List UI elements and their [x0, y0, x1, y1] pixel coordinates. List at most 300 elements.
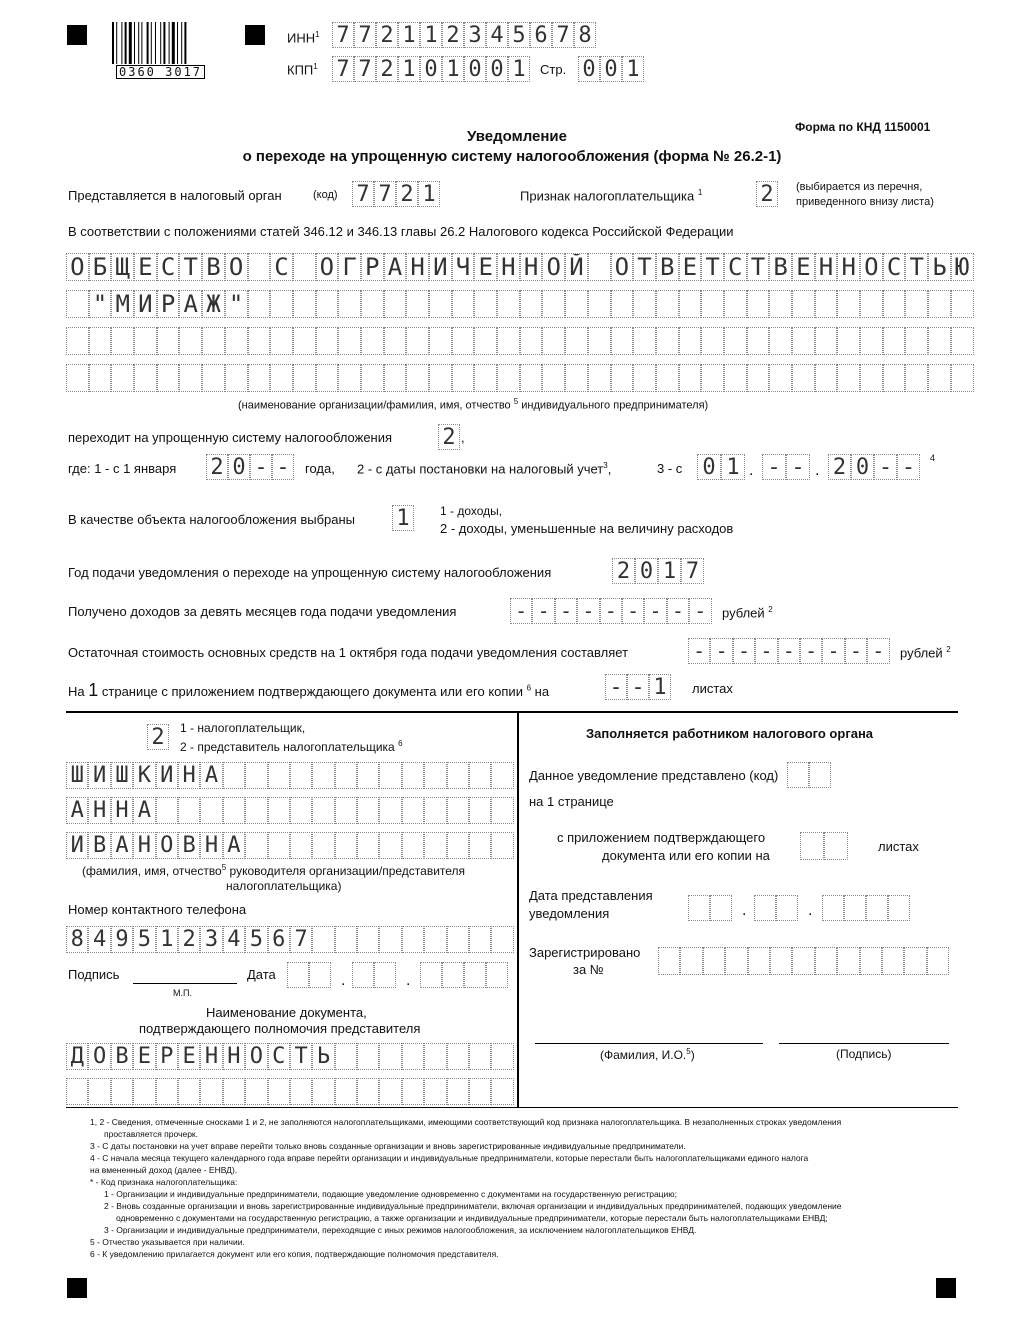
char-cell[interactable]	[379, 797, 401, 824]
char-cell[interactable]: Н	[200, 1043, 222, 1070]
char-cell[interactable]: И	[88, 762, 110, 789]
char-cell[interactable]: 2	[442, 22, 464, 48]
sign-date-day[interactable]	[287, 962, 331, 988]
char-cell[interactable]: -	[755, 638, 777, 664]
char-cell[interactable]: 7	[332, 56, 354, 82]
char-cell[interactable]: А	[179, 290, 202, 318]
char-cell[interactable]: О	[542, 253, 565, 281]
pages-count-field[interactable]	[605, 674, 671, 700]
signer-name-field[interactable]	[66, 797, 514, 824]
char-cell[interactable]: 7	[332, 22, 354, 48]
char-cell[interactable]	[905, 327, 928, 355]
char-cell[interactable]	[245, 1078, 267, 1105]
char-cell[interactable]	[402, 1078, 424, 1105]
char-cell[interactable]	[520, 364, 543, 392]
char-cell[interactable]: С	[270, 253, 293, 281]
char-cell[interactable]: Т	[179, 253, 202, 281]
org-name-row-1[interactable]	[66, 253, 974, 281]
char-cell[interactable]	[837, 327, 860, 355]
char-cell[interactable]	[491, 926, 513, 953]
char-cell[interactable]	[352, 962, 374, 988]
char-cell[interactable]: Н	[223, 1043, 245, 1070]
char-cell[interactable]	[724, 364, 747, 392]
char-cell[interactable]: 7	[374, 181, 396, 207]
char-cell[interactable]: 3	[200, 926, 222, 953]
char-cell[interactable]: Т	[290, 1043, 312, 1070]
char-cell[interactable]: А	[133, 797, 155, 824]
char-cell[interactable]: 7	[290, 926, 312, 953]
char-cell[interactable]: Е	[178, 1043, 200, 1070]
char-cell[interactable]	[384, 290, 407, 318]
char-cell[interactable]	[452, 364, 475, 392]
char-cell[interactable]	[374, 962, 396, 988]
char-cell[interactable]	[747, 364, 770, 392]
char-cell[interactable]	[357, 1043, 379, 1070]
char-cell[interactable]	[335, 1043, 357, 1070]
char-cell[interactable]: Н	[111, 797, 133, 824]
char-cell[interactable]: Щ	[111, 253, 134, 281]
char-cell[interactable]	[223, 797, 245, 824]
doc-name-row-1[interactable]	[66, 1043, 514, 1070]
char-cell[interactable]: -	[822, 638, 844, 664]
char-cell[interactable]	[701, 364, 724, 392]
char-cell[interactable]	[447, 1078, 469, 1105]
char-cell[interactable]: -	[555, 598, 577, 624]
char-cell[interactable]	[491, 1078, 513, 1105]
char-cell[interactable]	[379, 762, 401, 789]
char-cell[interactable]	[809, 762, 831, 788]
char-cell[interactable]: С	[724, 253, 747, 281]
char-cell[interactable]	[565, 364, 588, 392]
char-cell[interactable]	[270, 364, 293, 392]
page-number-field[interactable]	[578, 56, 644, 82]
char-cell[interactable]	[248, 327, 271, 355]
char-cell[interactable]	[429, 290, 452, 318]
char-cell[interactable]	[447, 926, 469, 953]
char-cell[interactable]	[565, 290, 588, 318]
char-cell[interactable]	[316, 327, 339, 355]
char-cell[interactable]	[357, 832, 379, 859]
char-cell[interactable]	[883, 327, 906, 355]
char-cell[interactable]	[402, 797, 424, 824]
char-cell[interactable]: 1	[508, 56, 530, 82]
char-cell[interactable]	[111, 364, 134, 392]
char-cell[interactable]	[424, 1078, 446, 1105]
char-cell[interactable]	[245, 797, 267, 824]
char-cell[interactable]: 1	[442, 56, 464, 82]
char-cell[interactable]	[658, 947, 680, 975]
char-cell[interactable]	[469, 926, 491, 953]
char-cell[interactable]: О	[225, 253, 248, 281]
char-cell[interactable]: А	[111, 832, 133, 859]
char-cell[interactable]: Ю	[951, 253, 974, 281]
char-cell[interactable]: А	[66, 797, 88, 824]
char-cell[interactable]	[633, 290, 656, 318]
char-cell[interactable]: 0	[697, 454, 721, 480]
official-attach-pages[interactable]	[800, 832, 848, 860]
char-cell[interactable]	[860, 290, 883, 318]
char-cell[interactable]: 4	[88, 926, 110, 953]
char-cell[interactable]: Й	[565, 253, 588, 281]
char-cell[interactable]: -	[867, 638, 889, 664]
char-cell[interactable]	[447, 797, 469, 824]
char-cell[interactable]: 1	[398, 56, 420, 82]
char-cell[interactable]	[156, 797, 178, 824]
signer-surname-field[interactable]	[66, 762, 514, 789]
char-cell[interactable]	[357, 797, 379, 824]
char-cell[interactable]	[769, 364, 792, 392]
char-cell[interactable]: О	[245, 1043, 267, 1070]
char-cell[interactable]	[424, 926, 446, 953]
char-cell[interactable]	[157, 327, 180, 355]
char-cell[interactable]: О	[860, 253, 883, 281]
char-cell[interactable]: 0	[228, 454, 250, 480]
char-cell[interactable]: 5	[245, 926, 267, 953]
char-cell[interactable]	[293, 327, 316, 355]
char-cell[interactable]: 4	[223, 926, 245, 953]
char-cell[interactable]: И	[134, 290, 157, 318]
char-cell[interactable]	[815, 290, 838, 318]
char-cell[interactable]	[335, 762, 357, 789]
char-cell[interactable]: 0	[420, 56, 442, 82]
char-cell[interactable]: -	[577, 598, 599, 624]
char-cell[interactable]	[770, 947, 792, 975]
char-cell[interactable]	[379, 926, 401, 953]
char-cell[interactable]	[245, 762, 267, 789]
char-cell[interactable]: Р	[157, 290, 180, 318]
char-cell[interactable]	[202, 364, 225, 392]
char-cell[interactable]	[290, 797, 312, 824]
char-cell[interactable]: -	[644, 598, 666, 624]
char-cell[interactable]: О	[66, 253, 89, 281]
char-cell[interactable]	[66, 327, 89, 355]
char-cell[interactable]: Р	[361, 253, 384, 281]
char-cell[interactable]	[379, 1078, 401, 1105]
char-cell[interactable]	[248, 253, 271, 281]
char-cell[interactable]: -	[667, 598, 689, 624]
char-cell[interactable]	[815, 327, 838, 355]
char-cell[interactable]	[268, 797, 290, 824]
char-cell[interactable]	[245, 832, 267, 859]
char-cell[interactable]	[815, 364, 838, 392]
char-cell[interactable]: А	[200, 762, 222, 789]
transition-field[interactable]	[438, 424, 460, 450]
char-cell[interactable]	[134, 364, 157, 392]
char-cell[interactable]	[776, 895, 798, 921]
char-cell[interactable]	[225, 327, 248, 355]
tax-organ-code-field[interactable]	[352, 181, 440, 207]
char-cell[interactable]: 9	[111, 926, 133, 953]
char-cell[interactable]: -	[605, 674, 627, 700]
char-cell[interactable]: Е	[792, 253, 815, 281]
char-cell[interactable]	[928, 290, 951, 318]
char-cell[interactable]	[633, 364, 656, 392]
char-cell[interactable]: "	[225, 290, 248, 318]
char-cell[interactable]: 2	[178, 926, 200, 953]
char-cell[interactable]: -	[688, 638, 710, 664]
char-cell[interactable]	[469, 797, 491, 824]
char-cell[interactable]	[792, 364, 815, 392]
char-cell[interactable]: О	[611, 253, 634, 281]
char-cell[interactable]: 6	[268, 926, 290, 953]
char-cell[interactable]: Н	[837, 253, 860, 281]
char-cell[interactable]	[225, 364, 248, 392]
char-cell[interactable]	[384, 327, 407, 355]
char-cell[interactable]	[111, 1078, 133, 1105]
char-cell[interactable]: -	[845, 638, 867, 664]
char-cell[interactable]: -	[800, 638, 822, 664]
char-cell[interactable]	[611, 290, 634, 318]
char-cell[interactable]	[679, 364, 702, 392]
char-cell[interactable]: 0	[486, 56, 508, 82]
char-cell[interactable]	[611, 364, 634, 392]
char-cell[interactable]	[179, 364, 202, 392]
char-cell[interactable]: Ш	[66, 762, 88, 789]
char-cell[interactable]: Ч	[452, 253, 475, 281]
char-cell[interactable]	[837, 290, 860, 318]
char-cell[interactable]	[293, 364, 316, 392]
char-cell[interactable]: В	[88, 832, 110, 859]
char-cell[interactable]: 1	[420, 22, 442, 48]
inn-field[interactable]	[332, 22, 596, 48]
char-cell[interactable]	[792, 947, 814, 975]
char-cell[interactable]	[200, 1078, 222, 1105]
char-cell[interactable]	[379, 1043, 401, 1070]
char-cell[interactable]: Н	[200, 832, 222, 859]
char-cell[interactable]	[747, 327, 770, 355]
notice-year-field[interactable]	[612, 558, 704, 584]
char-cell[interactable]	[316, 290, 339, 318]
official-submitted-code[interactable]	[787, 762, 831, 788]
char-cell[interactable]: Ш	[111, 762, 133, 789]
char-cell[interactable]	[200, 797, 222, 824]
char-cell[interactable]	[611, 327, 634, 355]
char-cell[interactable]	[474, 290, 497, 318]
char-cell[interactable]	[800, 832, 824, 860]
char-cell[interactable]: Н	[815, 253, 838, 281]
char-cell[interactable]: Н	[133, 832, 155, 859]
char-cell[interactable]	[338, 364, 361, 392]
char-cell[interactable]: -	[733, 638, 755, 664]
char-cell[interactable]: 1	[622, 56, 644, 82]
char-cell[interactable]: 7	[354, 22, 376, 48]
char-cell[interactable]	[837, 364, 860, 392]
char-cell[interactable]: -	[627, 674, 649, 700]
char-cell[interactable]	[588, 364, 611, 392]
char-cell[interactable]	[474, 327, 497, 355]
char-cell[interactable]	[384, 364, 407, 392]
char-cell[interactable]: -	[532, 598, 554, 624]
char-cell[interactable]: 0	[464, 56, 486, 82]
char-cell[interactable]: И	[156, 762, 178, 789]
official-fio-line[interactable]	[535, 1043, 763, 1044]
char-cell[interactable]	[157, 364, 180, 392]
char-cell[interactable]: -	[874, 454, 897, 480]
char-cell[interactable]: 0	[578, 56, 600, 82]
char-cell[interactable]	[491, 762, 513, 789]
doc-name-row-2[interactable]	[66, 1078, 514, 1105]
char-cell[interactable]: -	[897, 454, 920, 480]
char-cell[interactable]	[725, 947, 747, 975]
char-cell[interactable]: 0	[851, 454, 874, 480]
char-cell[interactable]: В	[656, 253, 679, 281]
org-name-row-2[interactable]	[66, 290, 974, 318]
char-cell[interactable]	[88, 1078, 110, 1105]
char-cell[interactable]	[287, 962, 309, 988]
char-cell[interactable]: 6	[530, 22, 552, 48]
char-cell[interactable]: 1	[418, 181, 440, 207]
char-cell[interactable]	[491, 1043, 513, 1070]
char-cell[interactable]: Т	[905, 253, 928, 281]
char-cell[interactable]: О	[316, 253, 339, 281]
char-cell[interactable]	[290, 762, 312, 789]
signature-line[interactable]	[133, 983, 237, 984]
char-cell[interactable]	[429, 327, 452, 355]
char-cell[interactable]: -	[272, 454, 294, 480]
char-cell[interactable]	[656, 290, 679, 318]
char-cell[interactable]	[361, 327, 384, 355]
char-cell[interactable]: Д	[66, 1043, 88, 1070]
char-cell[interactable]: Н	[406, 253, 429, 281]
char-cell[interactable]	[928, 327, 951, 355]
char-cell[interactable]	[402, 762, 424, 789]
char-cell[interactable]	[469, 1043, 491, 1070]
char-cell[interactable]	[747, 290, 770, 318]
char-cell[interactable]: 3	[464, 22, 486, 48]
char-cell[interactable]	[474, 364, 497, 392]
char-cell[interactable]	[335, 797, 357, 824]
char-cell[interactable]	[156, 1078, 178, 1105]
char-cell[interactable]	[883, 290, 906, 318]
char-cell[interactable]	[316, 364, 339, 392]
transition-year-field[interactable]	[206, 454, 294, 480]
taxpayer-sign-field[interactable]	[756, 181, 778, 207]
char-cell[interactable]	[89, 327, 112, 355]
char-cell[interactable]: Ь	[312, 1043, 334, 1070]
char-cell[interactable]: 7	[352, 181, 374, 207]
char-cell[interactable]	[66, 1078, 88, 1105]
char-cell[interactable]	[442, 962, 464, 988]
char-cell[interactable]	[406, 364, 429, 392]
char-cell[interactable]: А	[223, 832, 245, 859]
char-cell[interactable]: С	[268, 1043, 290, 1070]
char-cell[interactable]: Е	[474, 253, 497, 281]
char-cell[interactable]	[520, 290, 543, 318]
char-cell[interactable]	[452, 290, 475, 318]
org-name-row-3[interactable]	[66, 327, 974, 355]
char-cell[interactable]	[588, 253, 611, 281]
char-cell[interactable]	[883, 364, 906, 392]
char-cell[interactable]	[270, 290, 293, 318]
char-cell[interactable]	[656, 327, 679, 355]
char-cell[interactable]	[223, 1078, 245, 1105]
char-cell[interactable]	[268, 1078, 290, 1105]
char-cell[interactable]: И	[66, 832, 88, 859]
phone-field[interactable]	[66, 926, 514, 953]
char-cell[interactable]	[792, 290, 815, 318]
char-cell[interactable]	[290, 832, 312, 859]
char-cell[interactable]	[270, 327, 293, 355]
char-cell[interactable]: 8	[66, 926, 88, 953]
char-cell[interactable]	[701, 327, 724, 355]
char-cell[interactable]	[904, 947, 926, 975]
char-cell[interactable]	[66, 290, 89, 318]
char-cell[interactable]	[491, 797, 513, 824]
org-name-row-4[interactable]	[66, 364, 974, 392]
char-cell[interactable]	[248, 290, 271, 318]
sign-date-year[interactable]	[420, 962, 508, 988]
char-cell[interactable]: Н	[88, 797, 110, 824]
char-cell[interactable]: 2	[376, 56, 398, 82]
char-cell[interactable]	[268, 832, 290, 859]
char-cell[interactable]: Н	[497, 253, 520, 281]
char-cell[interactable]	[520, 327, 543, 355]
char-cell[interactable]: -	[600, 598, 622, 624]
char-cell[interactable]: Ж	[202, 290, 225, 318]
char-cell[interactable]: С	[883, 253, 906, 281]
char-cell[interactable]	[497, 364, 520, 392]
char-cell[interactable]: 2	[396, 181, 418, 207]
char-cell[interactable]	[202, 327, 225, 355]
char-cell[interactable]	[688, 895, 710, 921]
char-cell[interactable]	[469, 1078, 491, 1105]
char-cell[interactable]	[268, 762, 290, 789]
char-cell[interactable]	[486, 962, 508, 988]
char-cell[interactable]: В	[111, 1043, 133, 1070]
char-cell[interactable]	[335, 926, 357, 953]
char-cell[interactable]: М	[111, 290, 134, 318]
signer-type-field[interactable]	[147, 724, 169, 750]
char-cell[interactable]: 1	[398, 22, 420, 48]
char-cell[interactable]: -	[762, 454, 786, 480]
char-cell[interactable]: 8	[574, 22, 596, 48]
char-cell[interactable]: 1	[392, 505, 414, 531]
char-cell[interactable]	[178, 1078, 200, 1105]
char-cell[interactable]: Т	[701, 253, 724, 281]
char-cell[interactable]	[679, 290, 702, 318]
char-cell[interactable]: Н	[178, 762, 200, 789]
char-cell[interactable]: -	[710, 638, 732, 664]
char-cell[interactable]	[379, 832, 401, 859]
char-cell[interactable]: -	[786, 454, 810, 480]
char-cell[interactable]	[656, 364, 679, 392]
char-cell[interactable]	[179, 327, 202, 355]
char-cell[interactable]: 1	[721, 454, 745, 480]
char-cell[interactable]	[402, 1043, 424, 1070]
char-cell[interactable]	[787, 762, 809, 788]
char-cell[interactable]	[951, 364, 974, 392]
char-cell[interactable]	[844, 895, 866, 921]
char-cell[interactable]	[357, 762, 379, 789]
char-cell[interactable]	[248, 364, 271, 392]
char-cell[interactable]	[860, 327, 883, 355]
char-cell[interactable]: 2	[612, 558, 635, 584]
kpp-field[interactable]	[332, 56, 530, 82]
char-cell[interactable]	[424, 1043, 446, 1070]
char-cell[interactable]	[429, 364, 452, 392]
char-cell[interactable]: -	[778, 638, 800, 664]
char-cell[interactable]	[701, 290, 724, 318]
char-cell[interactable]	[748, 947, 770, 975]
char-cell[interactable]	[680, 947, 702, 975]
income-field[interactable]	[510, 598, 712, 624]
char-cell[interactable]	[769, 327, 792, 355]
char-cell[interactable]	[447, 1043, 469, 1070]
char-cell[interactable]: И	[429, 253, 452, 281]
char-cell[interactable]: Ь	[928, 253, 951, 281]
char-cell[interactable]: Т	[633, 253, 656, 281]
char-cell[interactable]	[406, 290, 429, 318]
